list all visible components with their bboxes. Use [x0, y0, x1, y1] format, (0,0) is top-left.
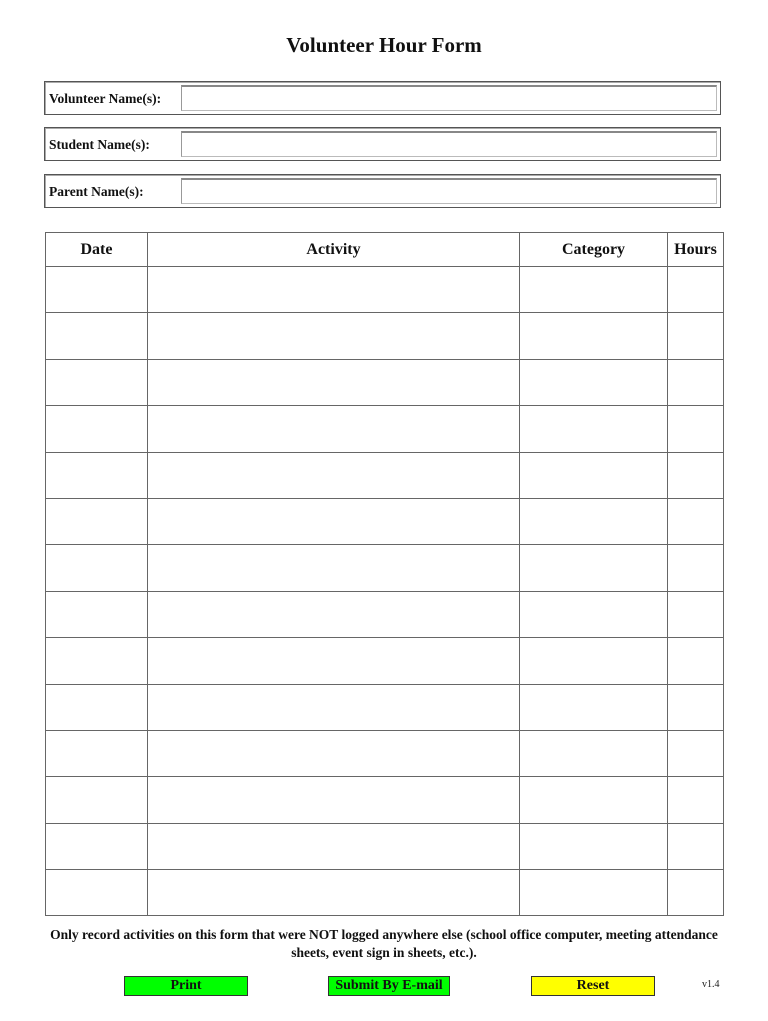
table-row: [46, 267, 724, 313]
category-cell[interactable]: [520, 870, 668, 916]
hours-cell[interactable]: [668, 545, 724, 591]
instruction-note: Only record activities on this form that were NOT logged anywhere else (school office computer, meeting attendance sheets, event sign in sheets, etc.).: [50, 927, 718, 960]
date-cell[interactable]: [46, 777, 148, 823]
parent-name-row: [44, 174, 721, 208]
category-cell[interactable]: [520, 777, 668, 823]
form-title: Volunteer Hour Form: [286, 33, 482, 57]
volunteer-name-input[interactable]: [181, 85, 717, 111]
date-cell[interactable]: [46, 267, 148, 313]
volunteer-name-row: [44, 81, 721, 115]
column-header-activity: Activity: [148, 233, 520, 267]
date-cell[interactable]: [46, 313, 148, 359]
date-cell[interactable]: [46, 823, 148, 869]
category-cell[interactable]: [520, 684, 668, 730]
hours-cell[interactable]: [668, 777, 724, 823]
table-row: [46, 730, 724, 776]
column-header-category: Category: [520, 233, 668, 267]
hours-cell[interactable]: [668, 498, 724, 544]
table-row: [46, 870, 724, 916]
activity-cell[interactable]: [148, 777, 520, 823]
table-row: [46, 545, 724, 591]
parent-name-input[interactable]: [181, 178, 717, 204]
activity-cell[interactable]: [148, 591, 520, 637]
activity-cell[interactable]: [148, 406, 520, 452]
hours-cell[interactable]: [668, 591, 724, 637]
activity-cell[interactable]: [148, 545, 520, 591]
hours-cell[interactable]: [668, 870, 724, 916]
column-header-date: Date: [46, 233, 148, 267]
activity-cell[interactable]: [148, 359, 520, 405]
date-cell[interactable]: [46, 452, 148, 498]
activity-cell[interactable]: [148, 638, 520, 684]
table-row: [46, 684, 724, 730]
category-cell[interactable]: [520, 823, 668, 869]
activity-cell[interactable]: [148, 267, 520, 313]
table-row: [46, 452, 724, 498]
category-cell[interactable]: [520, 638, 668, 684]
hours-cell[interactable]: [668, 730, 724, 776]
hours-cell[interactable]: [668, 406, 724, 452]
category-cell[interactable]: [520, 313, 668, 359]
table-row: [46, 359, 724, 405]
hours-cell[interactable]: [668, 684, 724, 730]
student-name-label: Student Name(s):: [49, 137, 150, 152]
activity-cell[interactable]: [148, 452, 520, 498]
table-row: [46, 591, 724, 637]
reset-button[interactable]: Reset: [531, 976, 655, 996]
category-cell[interactable]: [520, 591, 668, 637]
category-cell[interactable]: [520, 498, 668, 544]
table-row: [46, 498, 724, 544]
activity-cell[interactable]: [148, 823, 520, 869]
table-row: [46, 313, 724, 359]
submit-by-email-button[interactable]: Submit By E-mail: [328, 976, 450, 996]
table-header-row: [46, 233, 724, 267]
table-row: [46, 823, 724, 869]
hours-log-table: [45, 232, 724, 916]
activity-cell[interactable]: [148, 684, 520, 730]
category-cell[interactable]: [520, 452, 668, 498]
category-cell[interactable]: [520, 359, 668, 405]
category-cell[interactable]: [520, 730, 668, 776]
hours-cell[interactable]: [668, 359, 724, 405]
parent-name-label: Parent Name(s):: [49, 184, 144, 199]
hours-cell[interactable]: [668, 823, 724, 869]
activity-cell[interactable]: [148, 498, 520, 544]
student-name-input[interactable]: [181, 131, 717, 157]
date-cell[interactable]: [46, 591, 148, 637]
hours-cell[interactable]: [668, 638, 724, 684]
category-cell[interactable]: [520, 267, 668, 313]
date-cell[interactable]: [46, 545, 148, 591]
table-row: [46, 777, 724, 823]
category-cell[interactable]: [520, 545, 668, 591]
date-cell[interactable]: [46, 730, 148, 776]
activity-cell[interactable]: [148, 730, 520, 776]
table-row: [46, 638, 724, 684]
category-cell[interactable]: [520, 406, 668, 452]
student-name-row: [44, 127, 721, 161]
date-cell[interactable]: [46, 684, 148, 730]
version-label: v1.4: [702, 979, 720, 990]
print-button[interactable]: Print: [124, 976, 248, 996]
volunteer-name-label: Volunteer Name(s):: [49, 91, 162, 106]
date-cell[interactable]: [46, 638, 148, 684]
activity-cell[interactable]: [148, 870, 520, 916]
date-cell[interactable]: [46, 406, 148, 452]
hours-cell[interactable]: [668, 313, 724, 359]
hours-cell[interactable]: [668, 452, 724, 498]
hours-cell[interactable]: [668, 267, 724, 313]
date-cell[interactable]: [46, 498, 148, 544]
column-header-hours: Hours: [668, 233, 724, 267]
date-cell[interactable]: [46, 870, 148, 916]
activity-cell[interactable]: [148, 313, 520, 359]
date-cell[interactable]: [46, 359, 148, 405]
table-row: [46, 406, 724, 452]
